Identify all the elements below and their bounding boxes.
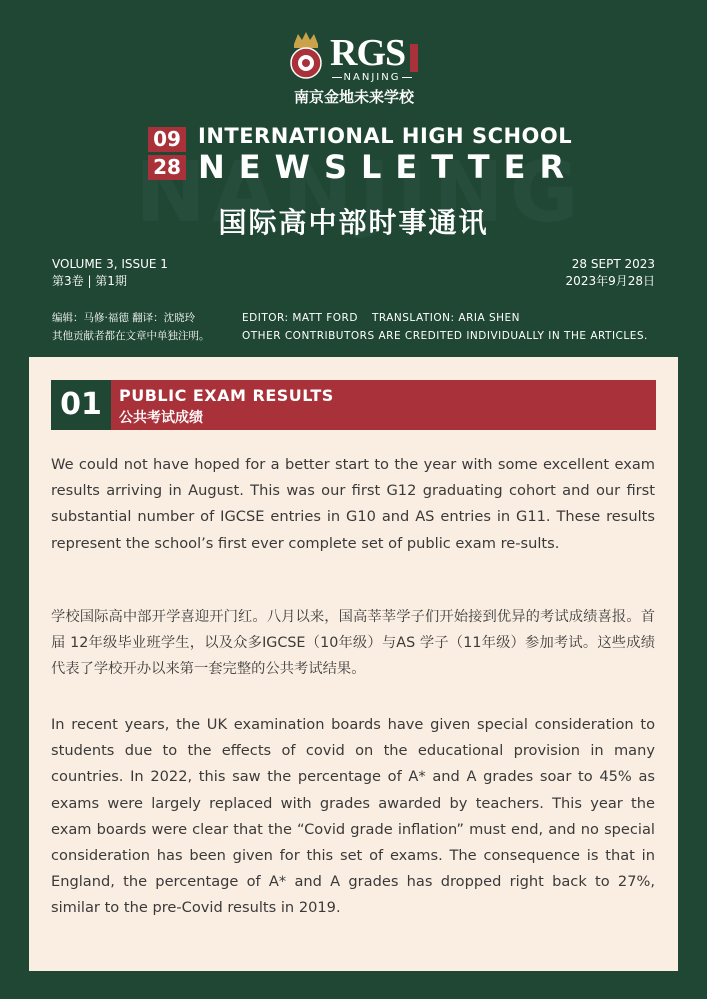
newsletter-title-line1: INTERNATIONAL HIGH SCHOOL	[198, 124, 573, 148]
logo-brand: RGS	[330, 32, 406, 74]
newsletter-title-line2: NEWSLETTER	[198, 148, 579, 186]
date-en: 28 SEPT 2023	[571, 257, 655, 271]
logo-side-tag	[410, 44, 418, 72]
logo-city: NANJING	[326, 72, 418, 83]
date-cn: 2023年9月28日	[565, 274, 655, 288]
editor-credit: EDITOR: MATT FORD	[242, 312, 358, 324]
date-month-box: 09	[148, 127, 186, 152]
issue-en: VOLUME 3, ISSUE 1	[52, 257, 168, 271]
article-paragraph-1: We could not have hoped for a better start to the year with some excellent exam results arriving in August. This was our first G12 graduating cohort and our first substantial number of IGCSE entries in G10 and AS entries in G11. These results represent the school’s first ever complete set of public exam re-sults.	[51, 456, 655, 552]
credits-cn-line2: 其他贡献者都在文章中单独注明。	[52, 330, 210, 342]
section-title-chinese: 公共考试成绩	[119, 410, 203, 426]
article-paragraph-2: 学校国际高中部开学喜迎开门红。八月以来，国高莘莘学子们开始接到优异的考试成绩喜报。首届 12年级毕业班学生，以及众多IGCSE（10年级）与AS 学子（11年级）参加考试。这些成绩代表了学校开办以来第一套完整的公共考试结果。	[51, 609, 655, 678]
newsletter-title-chinese: 国际高中部时事通讯	[218, 206, 489, 239]
date-day-box: 28	[148, 155, 186, 180]
credits-english	[242, 309, 648, 345]
others-credit: OTHER CONTRIBUTORS ARE CREDITED INDIVIDUALLY IN THE ARTICLES.	[242, 330, 648, 342]
date-info	[566, 256, 655, 290]
translation-credit: TRANSLATION: ARIA SHEN	[371, 312, 521, 324]
school-crest-icon	[288, 30, 324, 82]
section-title: PUBLIC EXAM RESULTS	[119, 386, 334, 405]
logo-chinese-name: 南京金地未来学校	[293, 88, 414, 106]
section-number: 01	[51, 380, 111, 430]
section-header-bar	[111, 380, 656, 430]
article-paragraph-3: In recent years, the UK examination boards have given special consideration to students due to the effects of covid on the educational provision in many countries. In 2022, this saw the percentage of A* and A grades soar to 45% as exams were largely replaced with grades awarded by teachers. This year the exam boards were clear that the “Covid grade inflation” must end, and no special consideration has been given for this set of exams. The consequence is that in England, the percentage of A* and A grades has dropped right back to 27%, similar to the pre-Covid results in 2019.	[51, 716, 655, 917]
article-panel	[29, 357, 678, 971]
credits-cn-line1: 编辑：马修·福德 翻译：沈晓玲	[52, 312, 196, 324]
credits-chinese	[52, 309, 210, 345]
issue-info	[52, 256, 168, 290]
issue-cn: 第3卷 | 第1期	[52, 274, 127, 288]
